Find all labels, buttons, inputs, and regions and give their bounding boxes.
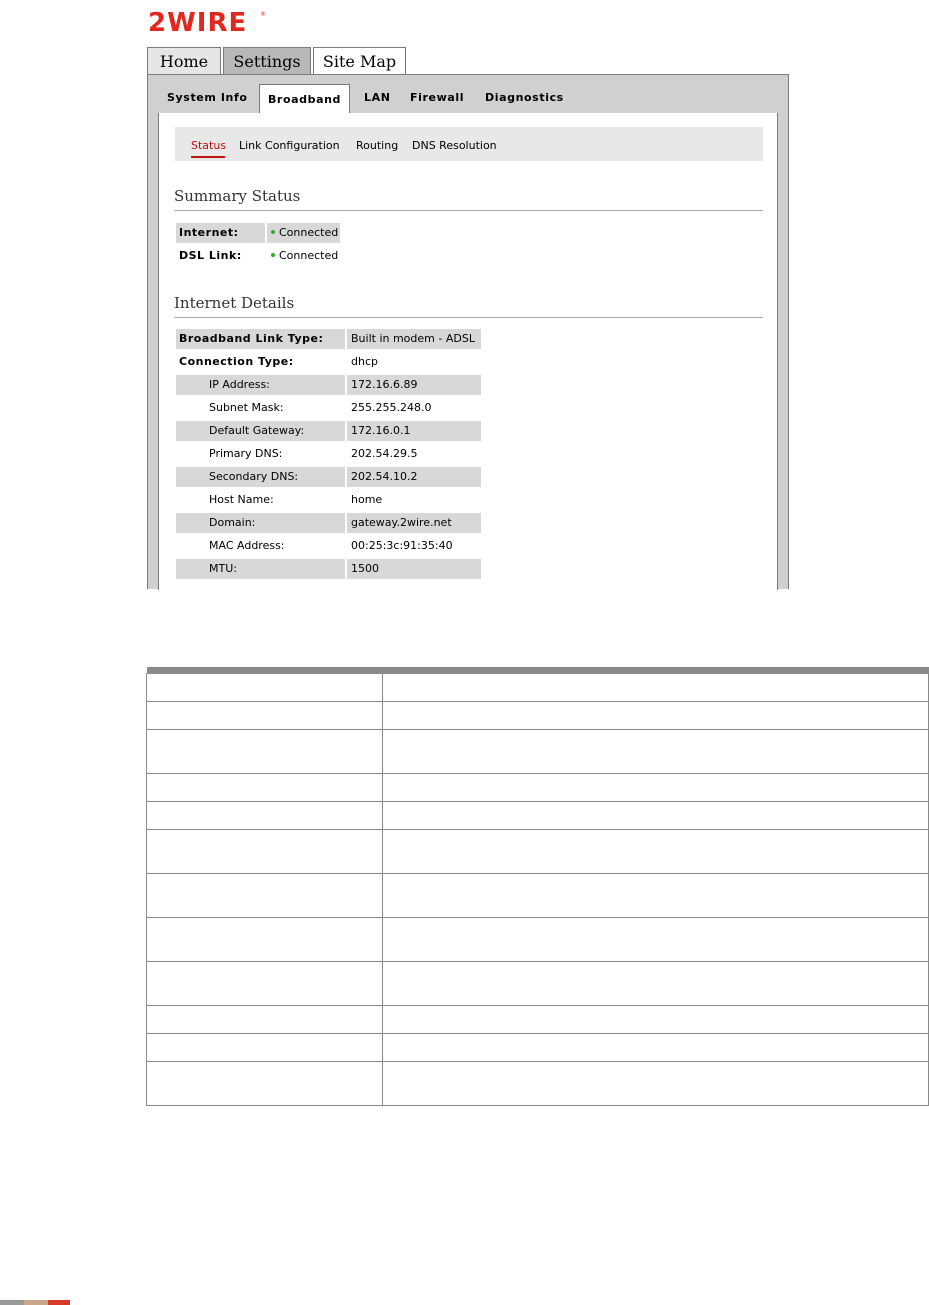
- detail-row: [176, 490, 481, 510]
- detail-row: [176, 375, 481, 395]
- subtab-system-info[interactable]: System Info: [167, 91, 248, 104]
- table-row: [147, 774, 929, 802]
- table-row: [147, 674, 929, 702]
- row-value: Connected: [267, 223, 340, 243]
- table-row: [147, 918, 929, 962]
- table-row: [147, 802, 929, 830]
- detail-row: [176, 352, 481, 372]
- divider: [174, 317, 763, 318]
- detail-row: [176, 421, 481, 441]
- table-row: [147, 1006, 929, 1034]
- row-value: 172.16.0.1: [347, 421, 481, 441]
- row-label: Default Gateway:: [176, 421, 345, 441]
- detail-row: [176, 329, 481, 349]
- row-label: MTU:: [176, 559, 345, 579]
- internet-details-title: Internet Details: [174, 294, 295, 312]
- detail-row: [176, 444, 481, 464]
- row-value: 255.255.248.0: [351, 401, 432, 414]
- subtab-lan[interactable]: LAN: [364, 91, 391, 104]
- broadband-subnav: [175, 127, 763, 161]
- row-label: Domain:: [176, 513, 345, 533]
- detail-row: [176, 536, 481, 556]
- table-row: [147, 830, 929, 874]
- detail-row: [176, 513, 481, 533]
- row-value: home: [351, 493, 383, 506]
- row-label: Secondary DNS:: [176, 467, 345, 487]
- summary-row-internet: [176, 223, 340, 243]
- divider: [174, 210, 763, 211]
- nav-routing[interactable]: Routing: [356, 139, 399, 152]
- subtab-firewall[interactable]: Firewall: [410, 91, 465, 104]
- row-value: 172.16.6.89: [347, 375, 481, 395]
- row-label: Subnet Mask:: [209, 401, 284, 414]
- empty-table: [146, 667, 929, 1106]
- tab-site-map[interactable]: Site Map: [313, 47, 406, 76]
- subtab-broadband[interactable]: Broadband: [259, 84, 350, 114]
- detail-row: [176, 467, 481, 487]
- row-label: DSL Link:: [179, 249, 242, 262]
- tab-home[interactable]: Home: [147, 47, 221, 74]
- active-indicator: [191, 156, 225, 158]
- row-value: 202.54.10.2: [347, 467, 481, 487]
- row-value: Connected: [267, 246, 340, 266]
- row-value: gateway.2wire.net: [347, 513, 481, 533]
- detail-row: [176, 398, 481, 418]
- table-row: [147, 1062, 929, 1106]
- row-value: dhcp: [351, 355, 378, 368]
- nav-dns-resolution[interactable]: DNS Resolution: [412, 139, 497, 152]
- row-label: Host Name:: [209, 493, 274, 506]
- nav-link-configuration[interactable]: Link Configuration: [239, 139, 340, 152]
- tab-settings[interactable]: Settings: [223, 47, 311, 74]
- row-value: 202.54.29.5: [351, 447, 418, 460]
- row-value: Built in modem - ADSL: [347, 329, 481, 349]
- content-area: [158, 113, 778, 590]
- row-label: MAC Address:: [209, 539, 285, 552]
- row-label: Internet:: [176, 223, 265, 243]
- table-row: [147, 1034, 929, 1062]
- row-label: Broadband Link Type:: [176, 329, 345, 349]
- settings-panel: [147, 74, 789, 589]
- status-dot-icon: [271, 253, 275, 257]
- row-label: IP Address:: [176, 375, 345, 395]
- svg-text:®: ®: [260, 11, 266, 18]
- table-row: [147, 702, 929, 730]
- detail-row: [176, 559, 481, 579]
- nav-status[interactable]: Status: [191, 139, 227, 152]
- subtab-diagnostics[interactable]: Diagnostics: [485, 91, 564, 104]
- row-value: 1500: [347, 559, 481, 579]
- table-row: [147, 730, 929, 774]
- svg-text:2WIRE: 2WIRE: [148, 8, 248, 34]
- brand-logo: [148, 8, 268, 34]
- table-row: [147, 962, 929, 1006]
- status-dot-icon: [271, 230, 275, 234]
- summary-status-title: Summary Status: [174, 187, 301, 205]
- row-label: Connection Type:: [179, 355, 294, 368]
- summary-row-dsl-link: [176, 246, 340, 266]
- row-label: Primary DNS:: [209, 447, 283, 460]
- row-value: 00:25:3c:91:35:40: [351, 539, 453, 552]
- table-row: [147, 874, 929, 918]
